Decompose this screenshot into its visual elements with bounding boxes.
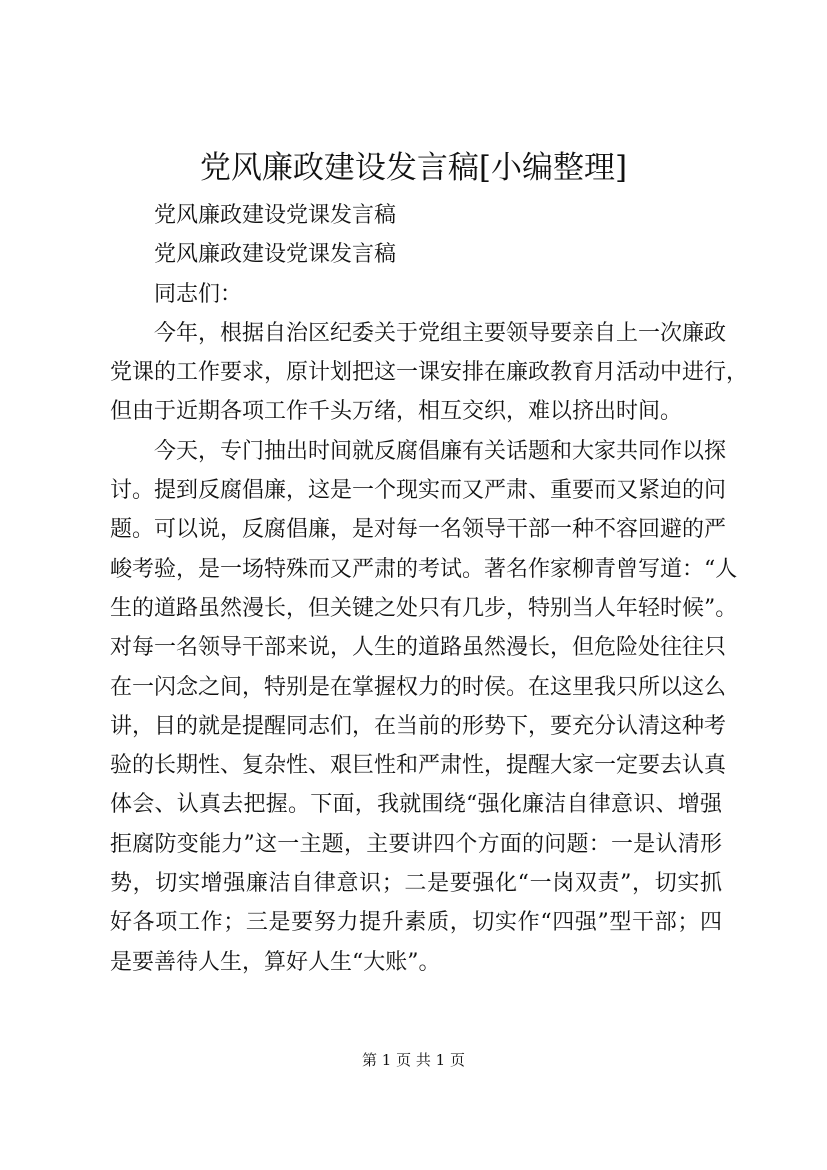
paragraph-2-line: 势，切实增强廉洁自律意识；二是要强化“一岗双责”，切实抓 [110, 871, 722, 897]
paragraph-2-line: 对每一名领导干部来说，人生的道路虽然漫长，但危险处往往只 [110, 635, 727, 661]
paragraph-2-line: 峻考验，是一场特殊而又严肃的考试。著名作家柳青曾写道：“人 [110, 556, 738, 582]
paragraph-2-line: 生的道路虽然漫长，但关键之处只有几步，特别当人年轻时候”。 [110, 595, 738, 621]
paragraph-2-line: 好各项工作；三是要努力提升素质，切实作“四强”型干部；四 [110, 910, 722, 936]
paragraph-1 [110, 314, 749, 432]
paragraph-1-line: 党课的工作要求，原计划把这一课安排在廉政教育月活动中进行， [110, 360, 749, 386]
paragraph-2-line: 在一闪念之间，特别是在掌握权力的时侯。在这里我只所以这么 [110, 674, 727, 700]
salutation: 同志们： [154, 281, 243, 307]
paragraph-2-line: 题。可以说，反腐倡廉，是对每一名领导干部一种不容回避的严 [110, 517, 727, 543]
paragraph-2-line: 讲，目的就是提醒同志们，在当前的形势下，要充分认清这种考 [110, 713, 727, 739]
document-body [110, 196, 749, 982]
paragraph-1-line: 今年，根据自治区纪委关于党组主要领导要亲自上一次廉政 [154, 320, 727, 346]
paragraph-2-line: 体会、认真去把握。下面，我就围绕“强化廉洁自律意识、增强 [110, 792, 722, 818]
paragraph-1-line: 但由于近期各项工作千头万绪，相互交织，难以挤出时间。 [110, 399, 683, 425]
paragraph-2-line: 讨。提到反腐倡廉，这是一个现实而又严肃、重要而又紧迫的问 [110, 478, 727, 504]
heading-line-2: 党风廉政建设党课发言稿 [154, 242, 397, 268]
paragraph-2-line: 拒腐防变能力”这一主题，主要讲四个方面的问题：一是认清形 [110, 831, 722, 857]
paragraph-2-line: 是要善待人生，算好人生“大账”。 [110, 949, 441, 975]
document-title: 党风廉政建设发言稿[小编整理] [199, 150, 628, 186]
page-footer: 第 1 页 共 1 页 [362, 1051, 465, 1069]
paragraph-2-line: 验的长期性、复杂性、艰巨性和严肃性，提醒大家一定要去认真 [110, 753, 727, 779]
paragraph-2 [110, 432, 738, 982]
heading-line-1: 党风廉政建设党课发言稿 [154, 203, 397, 228]
paragraph-2-line: 今天，专门抽出时间就反腐倡廉有关话题和大家共同作以探 [154, 438, 727, 464]
